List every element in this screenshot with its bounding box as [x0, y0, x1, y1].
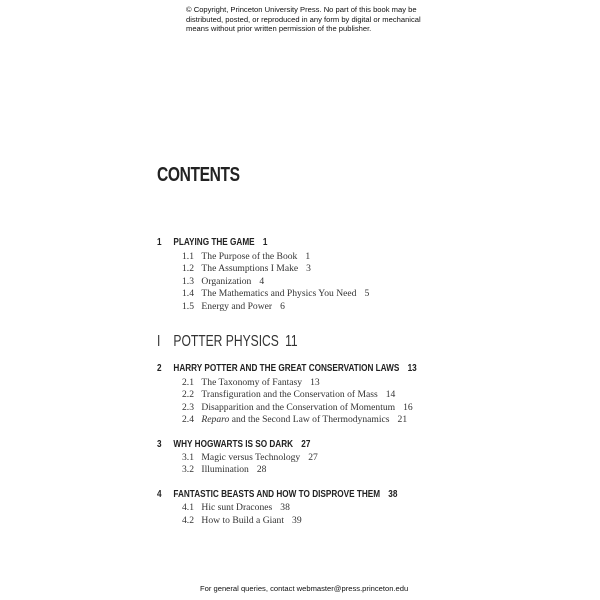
section-page: 28: [256, 464, 267, 475]
section-entry[interactable]: [182, 414, 407, 425]
section-title: Hic sunt Dracones: [201, 502, 273, 513]
section-number: 1.3: [182, 276, 194, 287]
section-entry[interactable]: [182, 288, 369, 299]
section-entry[interactable]: [182, 402, 413, 413]
chapter-title: FANTASTIC BEASTS AND HOW TO DISPROVE THEM: [173, 489, 381, 500]
section-number: 2.3: [182, 402, 194, 413]
section-page: 39: [292, 515, 302, 526]
section-page: 38: [280, 502, 290, 513]
section-page: 16: [403, 402, 413, 413]
part-page: 11: [285, 333, 298, 350]
section-number: 4.2: [182, 515, 194, 526]
section-title: and the Second Law of Thermodynamics: [229, 414, 390, 425]
section-title-italic: Reparo: [201, 414, 230, 425]
section-title: The Taxonomy of Fantasy: [201, 377, 303, 388]
section-title: The Assumptions I Make: [201, 263, 299, 274]
section-title: The Mathematics and Physics You Need: [201, 288, 357, 299]
chapter-title: HARRY POTTER AND THE GREAT CONSERVATION LAWS: [173, 363, 400, 374]
section-title: The Purpose of the Book: [201, 251, 298, 262]
section-number: 3.2: [182, 464, 194, 475]
section-title: Illumination: [201, 464, 249, 475]
section-title: Organization: [201, 276, 252, 287]
section-entry[interactable]: [182, 452, 318, 463]
part-title: POTTER PHYSICS: [173, 333, 279, 350]
section-page: 21: [397, 414, 408, 425]
section-title: Transfiguration and the Conservation of Mass: [201, 389, 378, 400]
footer-contact: For general queries, contact webmaster@press.princeton.edu: [200, 584, 409, 593]
section-title: Magic versus Technology: [201, 452, 301, 463]
chapter-title: WHY HOGWARTS IS SO DARK: [173, 439, 294, 450]
chapter-page: 13: [407, 363, 417, 374]
section-entry[interactable]: [182, 464, 266, 475]
chapter-number: 4: [157, 489, 162, 500]
chapter-page: 1: [262, 237, 268, 248]
chapter-page: 27: [301, 439, 311, 450]
section-entry[interactable]: [182, 389, 395, 400]
chapter-2-entry[interactable]: [157, 363, 417, 374]
section-page: 14: [385, 389, 396, 400]
chapter-1-entry[interactable]: [157, 237, 267, 248]
chapter-number: 1: [157, 237, 162, 248]
section-number: 2.4: [182, 414, 194, 425]
section-title: Disapparition and the Conservation of Momentum: [201, 402, 396, 413]
section-page: 5: [364, 288, 370, 299]
copyright-line: means without prior written permission of the publisher.: [186, 24, 372, 34]
chapter-4-entry[interactable]: [157, 489, 397, 500]
section-number: 1.1: [182, 251, 194, 262]
section-entry[interactable]: [182, 377, 320, 388]
copyright-line: distributed, posted, or reproduced in any form by digital or mechanical: [186, 14, 421, 24]
chapter-number: 3: [157, 439, 162, 450]
section-title: How to Build a Giant: [201, 515, 285, 526]
chapter-page: 38: [388, 489, 398, 500]
section-page: 3: [306, 263, 311, 274]
chapter-number: 2: [157, 363, 162, 374]
section-number: 2.1: [182, 377, 194, 388]
section-number: 3.1: [182, 452, 194, 463]
part-entry[interactable]: [157, 333, 298, 351]
section-page: 1: [305, 251, 311, 262]
section-entry[interactable]: [182, 502, 290, 513]
section-number: 1.5: [182, 301, 194, 312]
section-entry[interactable]: [182, 276, 264, 287]
section-page: 27: [308, 452, 318, 463]
section-entry[interactable]: [182, 263, 311, 274]
chapter-3-entry[interactable]: [157, 439, 310, 450]
section-page: 13: [310, 377, 320, 388]
chapter-title: PLAYING THE GAME: [173, 237, 255, 248]
section-entry[interactable]: [182, 301, 285, 312]
section-title: Energy and Power: [201, 301, 273, 312]
section-number: 2.2: [182, 389, 194, 400]
section-number: 1.4: [182, 288, 194, 299]
section-number: 1.2: [182, 263, 194, 274]
page-title: CONTENTS: [157, 164, 240, 186]
part-number: I: [157, 333, 161, 350]
section-entry[interactable]: [182, 515, 302, 526]
section-number: 4.1: [182, 502, 194, 513]
section-page: 4: [259, 276, 265, 287]
copyright-line: © Copyright, Princeton University Press. No part of this book may be: [186, 5, 417, 14]
section-page: 6: [280, 301, 285, 312]
section-entry[interactable]: [182, 251, 310, 262]
